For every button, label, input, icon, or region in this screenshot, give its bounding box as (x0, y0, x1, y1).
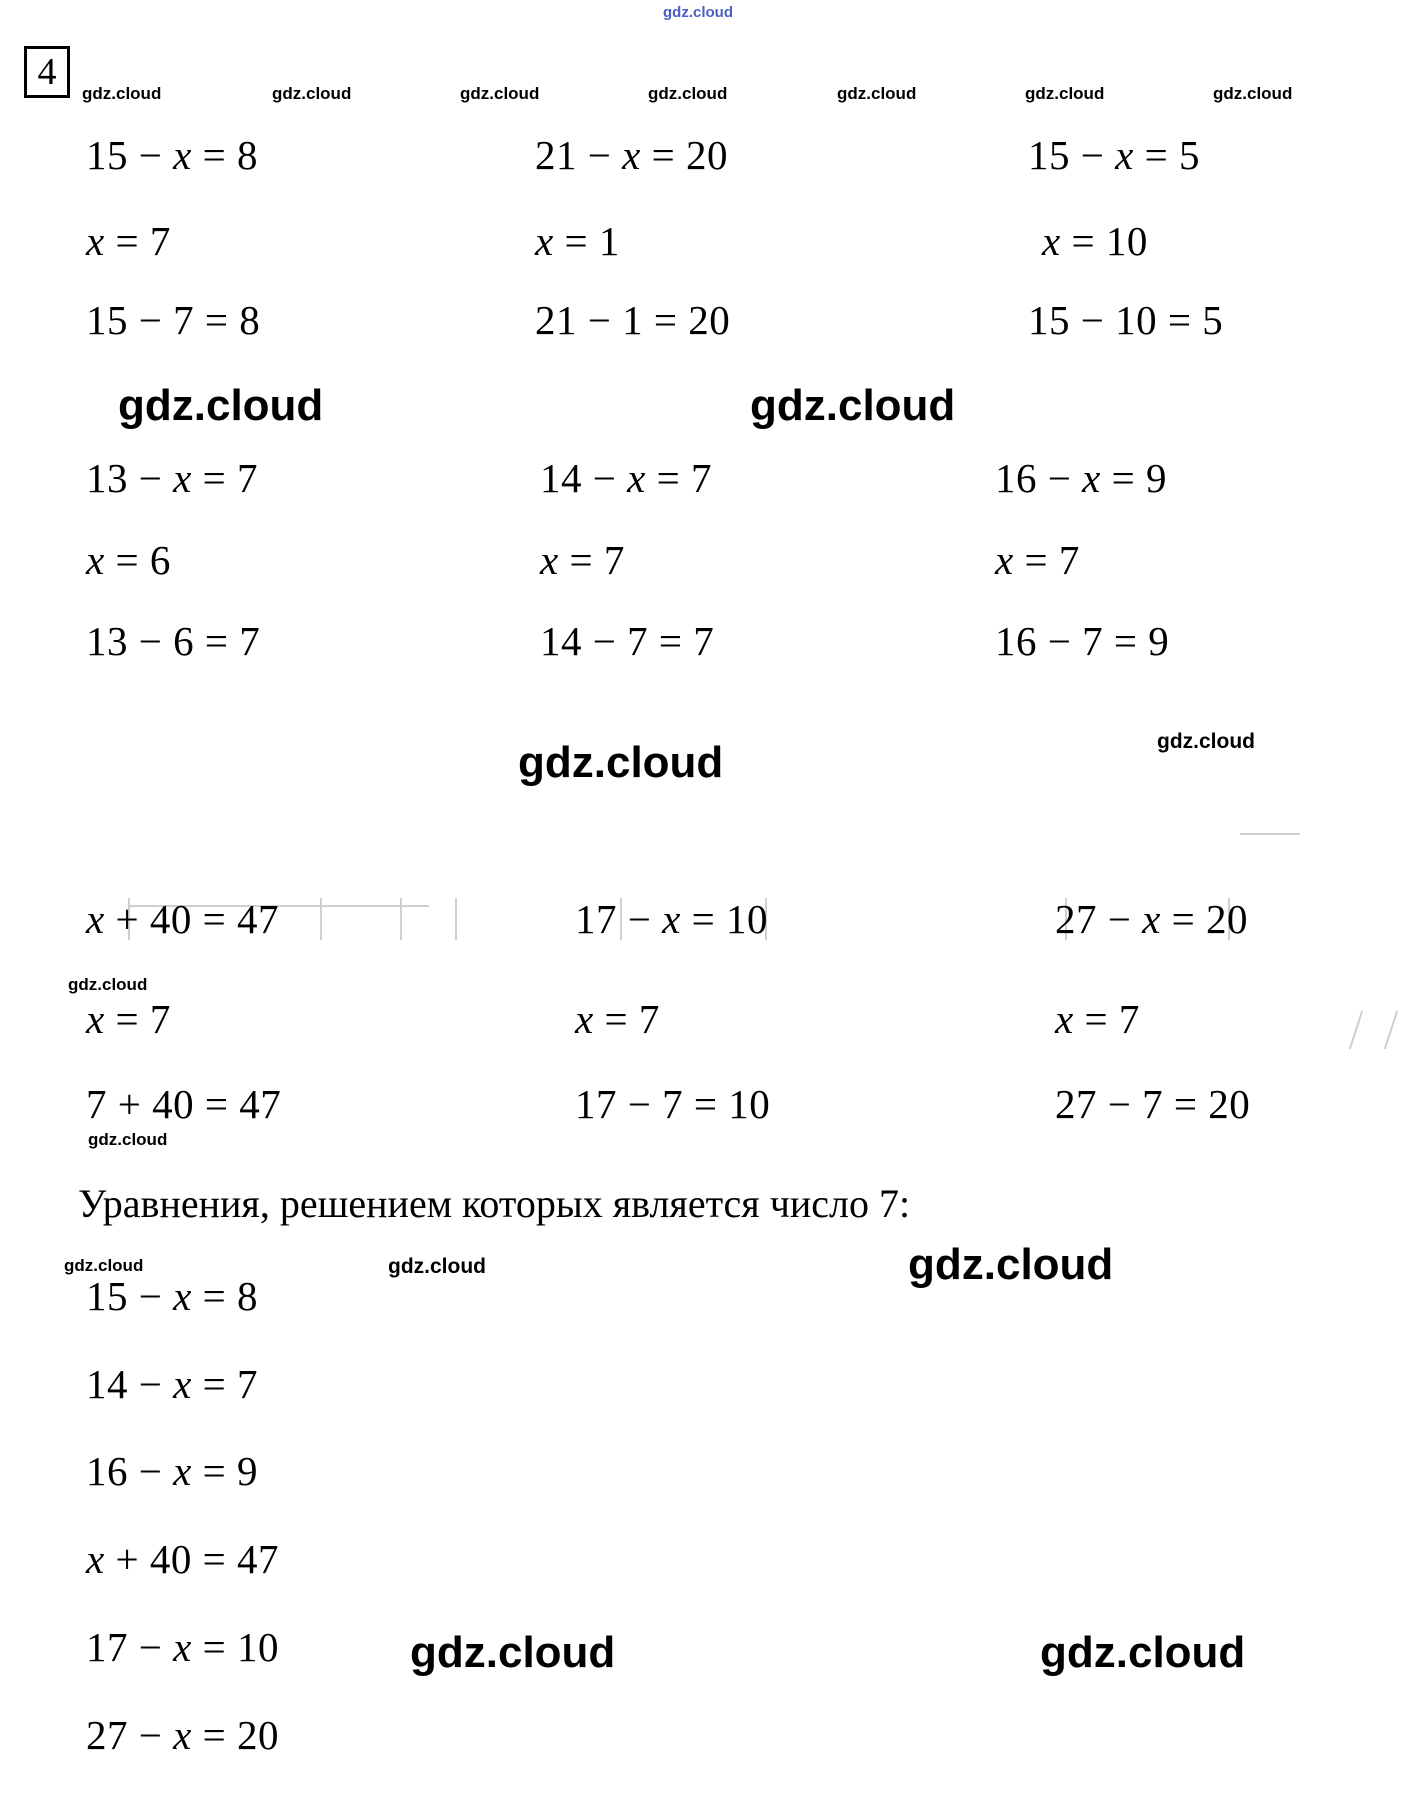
watermark-top: gdz.cloud (663, 4, 733, 21)
check-3-1: 7 + 40 = 47 (86, 1081, 282, 1127)
check-2-1: 13 − 6 = 7 (86, 618, 261, 664)
watermark-big-3: gdz.cloud (518, 738, 724, 787)
check-2-2: 14 − 7 = 7 (540, 618, 715, 664)
check-1-3: 15 − 10 = 5 (1028, 297, 1224, 343)
answer-item-6: 27 − x = 20 (86, 1712, 279, 1758)
watermark-mid-1: gdz.cloud (1157, 730, 1255, 753)
equation-1-1: 15 − x = 8 (86, 132, 258, 178)
watermark-mid-2: gdz.cloud (388, 1255, 486, 1278)
equation-2-3: 16 − x = 9 (995, 455, 1167, 501)
watermark-big-4: gdz.cloud (908, 1240, 1114, 1289)
watermark-big-1: gdz.cloud (118, 381, 324, 430)
check-1-2: 21 − 1 = 20 (535, 297, 731, 343)
scan-artifact-line-12 (1384, 1011, 1398, 1050)
answer-item-3: 16 − x = 9 (86, 1448, 258, 1494)
scan-artifact-line-10 (1240, 833, 1300, 835)
equation-1-2: 21 − x = 20 (535, 132, 728, 178)
watermark-row-6: gdz.cloud (1025, 84, 1105, 103)
watermark-big-5: gdz.cloud (410, 1628, 616, 1677)
solution-2-2: x = 7 (540, 537, 625, 583)
solution-3-3: x = 7 (1055, 996, 1140, 1042)
watermark-small-left-3: gdz.cloud (64, 1256, 144, 1275)
check-3-3: 27 − 7 = 20 (1055, 1081, 1251, 1127)
scan-artifact-line-3 (320, 898, 322, 940)
watermark-big-6: gdz.cloud (1040, 1628, 1246, 1677)
watermark-row-3: gdz.cloud (460, 84, 540, 103)
answer-item-1: 15 − x = 8 (86, 1273, 258, 1319)
watermark-row-4: gdz.cloud (648, 84, 728, 103)
equation-1-3: 15 − x = 5 (1028, 132, 1200, 178)
answer-heading: Уравнения, решением которых является число 7: (78, 1181, 911, 1226)
solution-2-3: x = 7 (995, 537, 1080, 583)
solution-2-1: x = 6 (86, 537, 171, 583)
watermark-row-1: gdz.cloud (82, 84, 162, 103)
solution-1-3: x = 10 (1042, 218, 1148, 264)
exercise-number-box (24, 46, 70, 98)
scan-artifact-line-11 (1349, 1011, 1363, 1050)
scan-artifact-line-5 (455, 898, 457, 940)
watermark-small-left-1: gdz.cloud (68, 975, 148, 994)
solution-3-1: x = 7 (86, 996, 171, 1042)
equation-2-2: 14 − x = 7 (540, 455, 712, 501)
watermark-row-5: gdz.cloud (837, 84, 917, 103)
answer-item-5: 17 − x = 10 (86, 1624, 279, 1670)
answer-item-4: x + 40 = 47 (86, 1536, 279, 1582)
check-1-1: 15 − 7 = 8 (86, 297, 261, 343)
equation-3-1: x + 40 = 47 (86, 896, 279, 942)
answer-item-2: 14 − x = 7 (86, 1361, 258, 1407)
watermark-big-2: gdz.cloud (750, 381, 956, 430)
watermark-small-left-2: gdz.cloud (88, 1130, 168, 1149)
check-2-3: 16 − 7 = 9 (995, 618, 1170, 664)
exercise-number: 4 (37, 51, 57, 93)
check-3-2: 17 − 7 = 10 (575, 1081, 771, 1127)
watermark-row-7: gdz.cloud (1213, 84, 1293, 103)
solution-1-2: x = 1 (535, 218, 620, 264)
equation-2-1: 13 − x = 7 (86, 455, 258, 501)
solution-1-1: x = 7 (86, 218, 171, 264)
equation-3-3: 27 − x = 20 (1055, 896, 1248, 942)
equation-3-2: 17 − x = 10 (575, 896, 768, 942)
watermark-row-2: gdz.cloud (272, 84, 352, 103)
solution-3-2: x = 7 (575, 996, 660, 1042)
scan-artifact-line-4 (400, 898, 402, 940)
